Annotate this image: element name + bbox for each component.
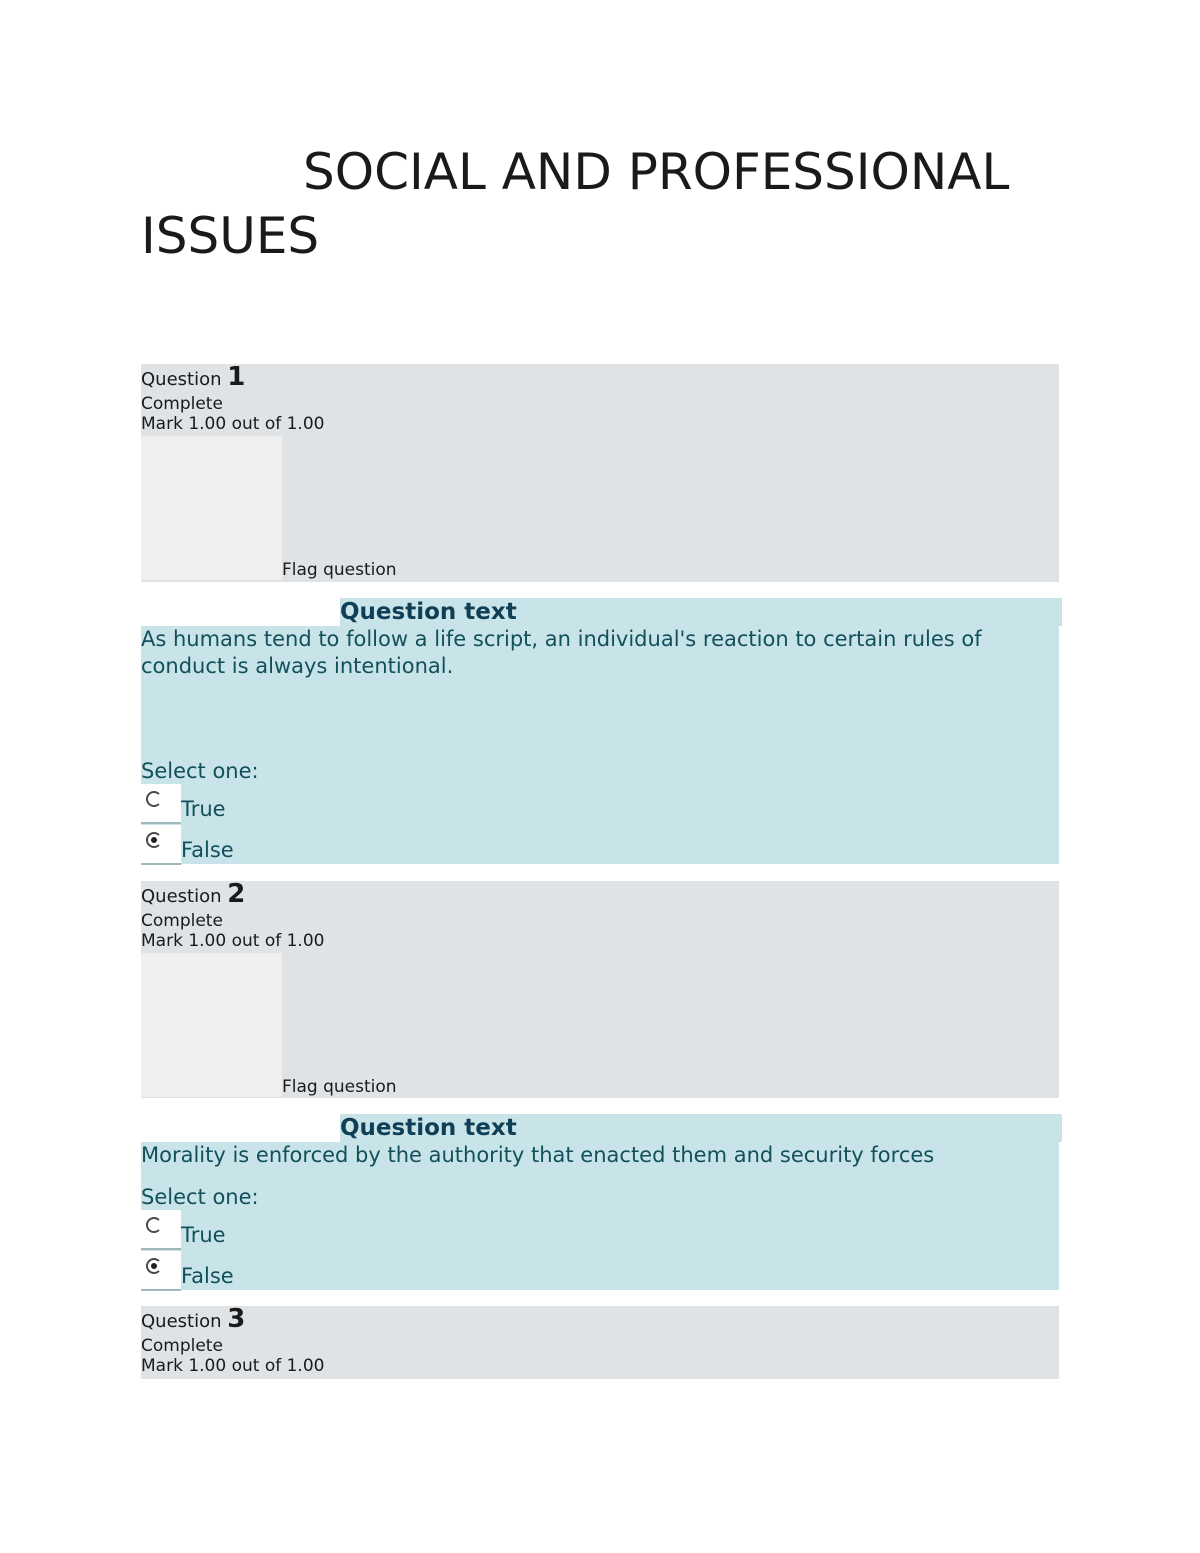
flag-icon[interactable] — [141, 953, 282, 1097]
answer-option-true[interactable] — [141, 784, 441, 824]
radio-button-icon[interactable] — [146, 791, 162, 807]
radio-button-icon[interactable] — [146, 1217, 162, 1233]
option-label: False — [181, 1264, 234, 1288]
question-info-2 — [141, 881, 1059, 1098]
question-number-value: 3 — [227, 1304, 246, 1334]
flag-question-link[interactable]: Flag question — [282, 560, 397, 580]
heading-spacer — [141, 598, 340, 626]
question-label: Question — [141, 369, 222, 390]
question-text: As humans tend to follow a life script, an individual's reaction to certain rules of conduct is always intentional. — [141, 627, 982, 678]
option-label: True — [181, 797, 226, 821]
flag-icon[interactable] — [141, 436, 282, 580]
question-grade: Mark 1.00 out of 1.00 — [141, 931, 325, 951]
radio-cell — [141, 784, 181, 824]
question-content-2 — [141, 1114, 1059, 1290]
select-one-prompt: Select one: — [141, 1185, 259, 1209]
question-text-heading: Question text — [340, 598, 1062, 626]
radio-cell — [141, 1210, 181, 1250]
question-number — [141, 362, 246, 392]
question-info-1 — [141, 364, 1059, 582]
flag-question-link[interactable]: Flag question — [282, 1077, 397, 1097]
question-text-heading: Question text — [340, 1114, 1062, 1142]
answer-option-false[interactable] — [141, 1251, 441, 1291]
question-state: Complete — [141, 394, 223, 414]
select-one-prompt: Select one: — [141, 759, 259, 783]
answer-option-true[interactable] — [141, 1210, 441, 1250]
question-info-3 — [141, 1306, 1059, 1379]
option-label: True — [181, 1223, 226, 1247]
question-content-1 — [141, 598, 1059, 864]
radio-button-checked-icon[interactable] — [146, 832, 162, 848]
question-grade: Mark 1.00 out of 1.00 — [141, 414, 325, 434]
question-number — [141, 1304, 246, 1334]
question-label: Question — [141, 886, 222, 907]
question-number-value: 1 — [227, 362, 246, 392]
question-label: Question — [141, 1311, 222, 1332]
question-state: Complete — [141, 911, 223, 931]
answer-option-false[interactable] — [141, 825, 441, 865]
question-number — [141, 879, 246, 909]
option-label: False — [181, 838, 234, 862]
question-state: Complete — [141, 1336, 223, 1356]
question-text: Morality is enforced by the authority that enacted them and security forces — [141, 1143, 935, 1167]
question-number-value: 2 — [227, 879, 246, 909]
page-title: SOCIAL AND PROFESSIONAL ISSUES — [141, 143, 1010, 265]
radio-cell — [141, 1251, 181, 1291]
radio-button-checked-icon[interactable] — [146, 1258, 162, 1274]
question-grade: Mark 1.00 out of 1.00 — [141, 1356, 325, 1376]
radio-cell — [141, 825, 181, 865]
heading-spacer — [141, 1114, 340, 1142]
